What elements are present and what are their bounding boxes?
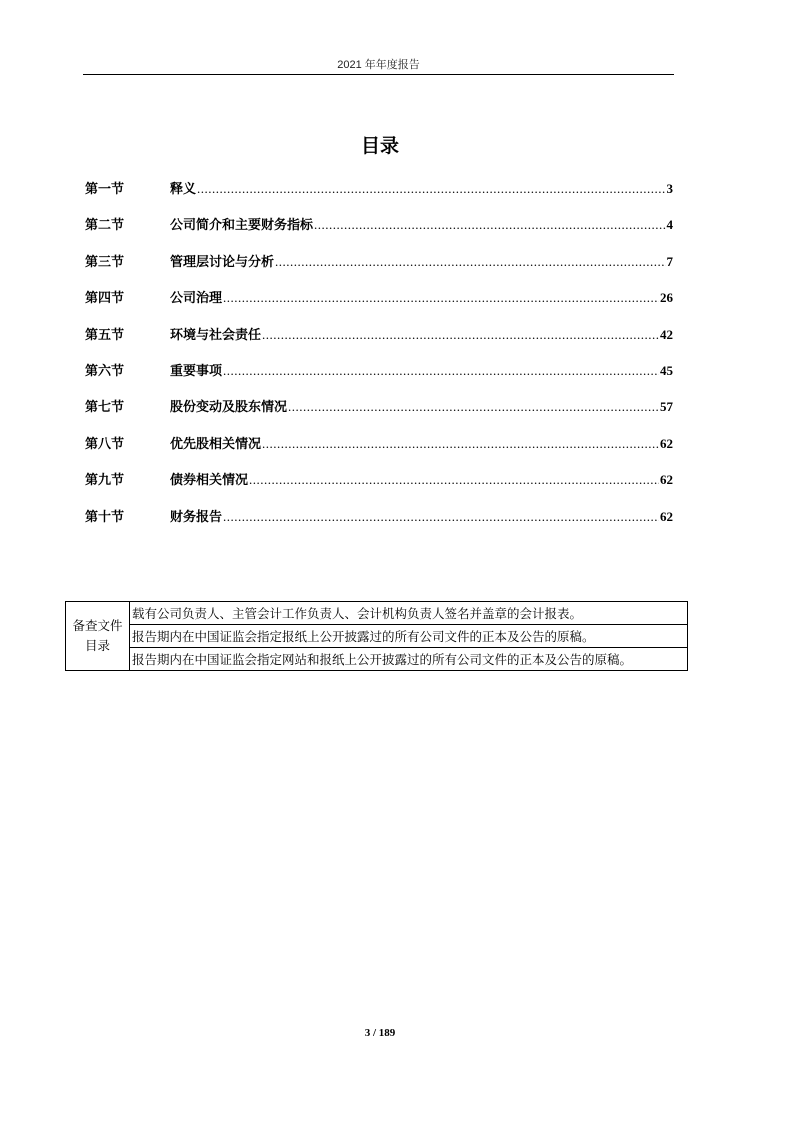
toc-chapter: 第四节	[85, 291, 125, 307]
toc-chapter: 第五节	[85, 327, 125, 343]
toc-section-name: 管理层讨论与分析	[170, 254, 275, 270]
toc-entry[interactable]	[85, 396, 673, 432]
header-rule	[83, 74, 674, 75]
toc-leader-dots	[249, 472, 659, 488]
toc-page-number: 7	[666, 253, 673, 269]
toc-leader-dots	[223, 290, 659, 306]
reference-document-item: 报告期内在中国证监会指定网站和报纸上公开披露过的所有公司文件的正本及公告的原稿。	[130, 648, 688, 671]
page-header: 2021 年年度报告	[337, 59, 420, 71]
toc-leader-dots	[288, 399, 659, 415]
toc-page-number: 4	[666, 217, 673, 233]
reference-label-line: 目录	[84, 638, 110, 653]
toc-chapter: 第七节	[85, 400, 125, 416]
toc-page-number: 62	[660, 472, 673, 488]
toc-page-number: 62	[660, 435, 673, 451]
toc-leader-dots	[197, 181, 665, 197]
toc-page-number: 26	[660, 290, 673, 306]
toc-section-name: 公司简介和主要财务指标	[170, 218, 314, 234]
toc-section-name: 股份变动及股东情况	[170, 400, 288, 416]
toc-entry[interactable]	[85, 469, 673, 505]
toc-section-name: 环境与社会责任	[170, 327, 262, 343]
page-number: 3 / 189	[364, 1027, 396, 1039]
toc-leader-dots	[223, 509, 659, 525]
toc-chapter: 第二节	[85, 218, 125, 234]
toc-page-number: 62	[660, 508, 673, 524]
reference-document-item: 报告期内在中国证监会指定报纸上公开披露过的所有公司文件的正本及公告的原稿。	[130, 625, 688, 648]
toc-chapter: 第十节	[85, 509, 125, 525]
toc-page-number: 3	[666, 181, 673, 196]
table-row	[66, 625, 688, 648]
toc-leader-dots	[262, 436, 659, 452]
toc-chapter: 第八节	[85, 436, 125, 452]
toc-entry[interactable]	[85, 433, 673, 469]
toc-section-name: 公司治理	[170, 291, 223, 307]
reference-documents-label	[66, 602, 130, 671]
reference-document-item: 载有公司负责人、主管会计工作负责人、会计机构负责人签名并盖章的会计报表。	[130, 602, 688, 625]
toc-leader-dots	[223, 363, 659, 379]
toc-entry[interactable]	[85, 360, 673, 396]
toc-entry[interactable]	[85, 251, 673, 287]
table-of-contents	[85, 178, 673, 542]
toc-leader-dots	[262, 327, 659, 343]
toc-page-number: 45	[660, 362, 673, 378]
reference-documents-table	[65, 601, 688, 671]
toc-section-name: 释义	[170, 182, 197, 197]
toc-chapter: 第一节	[85, 182, 125, 197]
toc-title: 目录	[360, 135, 399, 157]
toc-entry[interactable]	[85, 178, 673, 214]
reference-label-line: 备查文件	[72, 618, 123, 633]
toc-entry[interactable]	[85, 324, 673, 360]
toc-section-name: 债券相关情况	[170, 473, 249, 489]
toc-leader-dots	[275, 254, 665, 270]
toc-section-name: 优先股相关情况	[170, 436, 262, 452]
toc-section-name: 财务报告	[170, 509, 223, 525]
table-row	[66, 602, 688, 625]
toc-section-name: 重要事项	[170, 363, 223, 379]
toc-page-number: 57	[660, 399, 673, 415]
toc-chapter: 第九节	[85, 473, 125, 489]
toc-chapter: 第三节	[85, 254, 125, 270]
toc-leader-dots	[314, 217, 665, 233]
toc-chapter: 第六节	[85, 363, 125, 379]
table-row	[66, 648, 688, 671]
toc-page-number: 42	[660, 326, 673, 342]
toc-entry[interactable]	[85, 506, 673, 542]
toc-entry[interactable]	[85, 214, 673, 250]
toc-entry[interactable]	[85, 287, 673, 323]
